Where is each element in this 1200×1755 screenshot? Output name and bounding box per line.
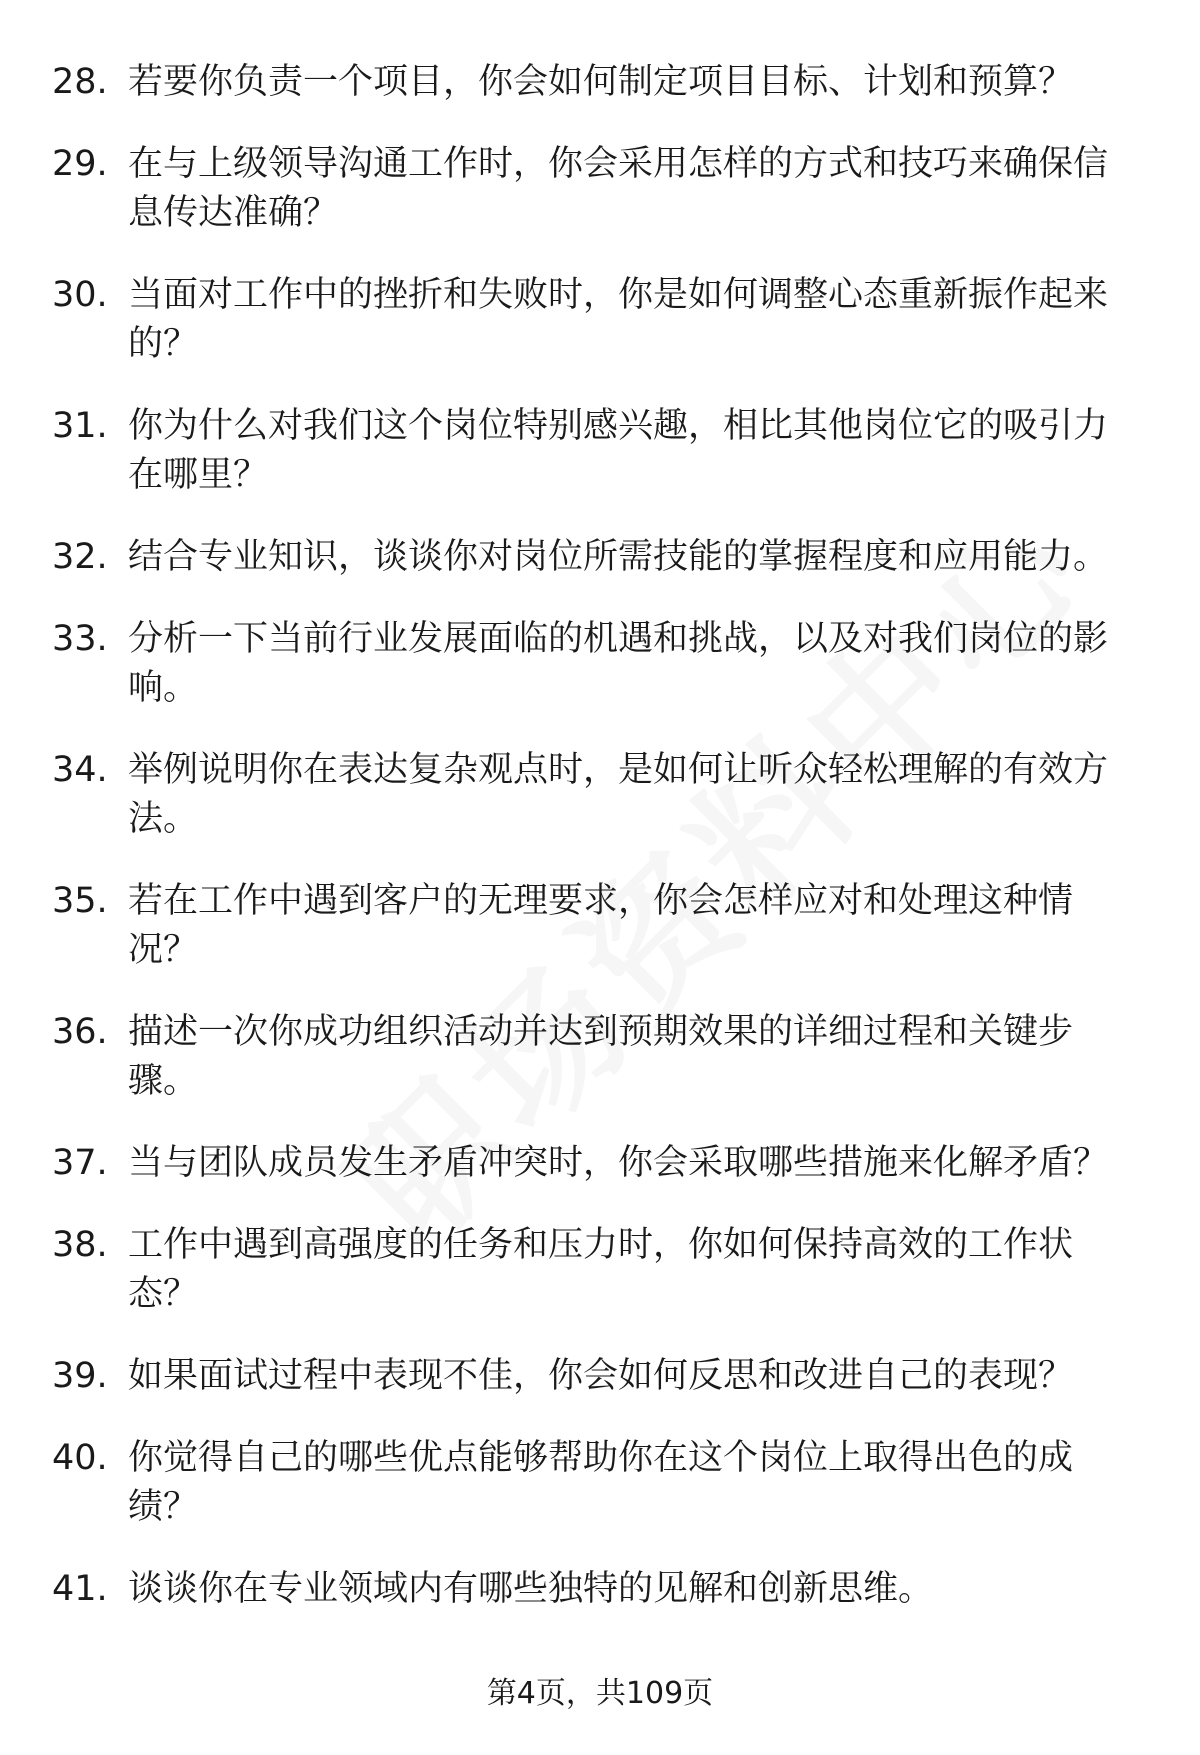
question-number: 40.	[52, 1438, 108, 1478]
question-number: 34.	[52, 750, 108, 790]
question-number: 37.	[52, 1143, 108, 1183]
question-text: 在与上级领导沟通工作时，你会采用怎样的方式和技巧来确保信息传达准确？	[128, 144, 1109, 233]
question-text: 当与团队成员发生矛盾冲突时，你会采取哪些措施来化解矛盾？	[128, 1143, 1109, 1183]
question-text: 结合专业知识，谈谈你对岗位所需技能的掌握程度和应用能力。	[128, 537, 1109, 577]
question-number: 41.	[52, 1569, 108, 1609]
question-text: 工作中遇到高强度的任务和压力时，你如何保持高效的工作状态？	[128, 1225, 1074, 1314]
question-text: 如果面试过程中表现不佳，你会如何反思和改进自己的表现？	[128, 1356, 1074, 1396]
question-item	[0, 746, 1200, 844]
question-item	[0, 402, 1200, 500]
question-text: 若在工作中遇到客户的无理要求，你会怎样应对和处理这种情况？	[128, 881, 1074, 970]
question-item	[0, 533, 1200, 582]
question-text: 描述一次你成功组织活动并达到预期效果的详细过程和关键步骤。	[128, 1012, 1074, 1101]
question-text: 你觉得自己的哪些优点能够帮助你在这个岗位上取得出色的成绩？	[128, 1438, 1074, 1527]
question-item	[0, 1008, 1200, 1106]
question-item	[0, 615, 1200, 713]
question-item	[0, 877, 1200, 975]
question-list	[0, 58, 1200, 1647]
question-item	[0, 58, 1200, 107]
question-item	[0, 1221, 1200, 1319]
question-number: 29.	[52, 144, 108, 184]
question-text: 当面对工作中的挫折和失败时，你是如何调整心态重新振作起来的？	[128, 275, 1109, 364]
question-number: 38.	[52, 1225, 108, 1265]
question-item	[0, 1139, 1200, 1188]
question-number: 31.	[52, 406, 108, 446]
question-text: 谈谈你在专业领域内有哪些独特的见解和创新思维。	[128, 1569, 934, 1609]
question-text: 若要你负责一个项目，你会如何制定项目目标、计划和预算？	[128, 62, 1074, 102]
question-number: 30.	[52, 275, 108, 315]
question-item	[0, 271, 1200, 369]
question-text: 你为什么对我们这个岗位特别感兴趣，相比其他岗位它的吸引力在哪里？	[128, 406, 1109, 495]
question-text: 举例说明你在表达复杂观点时，是如何让听众轻松理解的有效方法。	[128, 750, 1109, 839]
question-item	[0, 1565, 1200, 1614]
question-item	[0, 140, 1200, 238]
question-number: 35.	[52, 881, 108, 921]
question-number: 28.	[52, 62, 108, 102]
question-number: 33.	[52, 619, 108, 659]
question-text: 分析一下当前行业发展面临的机遇和挑战，以及对我们岗位的影响。	[128, 619, 1109, 708]
question-number: 32.	[52, 537, 108, 577]
question-number: 39.	[52, 1356, 108, 1396]
page-footer: 第4页，共109页	[486, 1676, 714, 1711]
question-item	[0, 1352, 1200, 1401]
question-item	[0, 1434, 1200, 1532]
question-number: 36.	[52, 1012, 108, 1052]
